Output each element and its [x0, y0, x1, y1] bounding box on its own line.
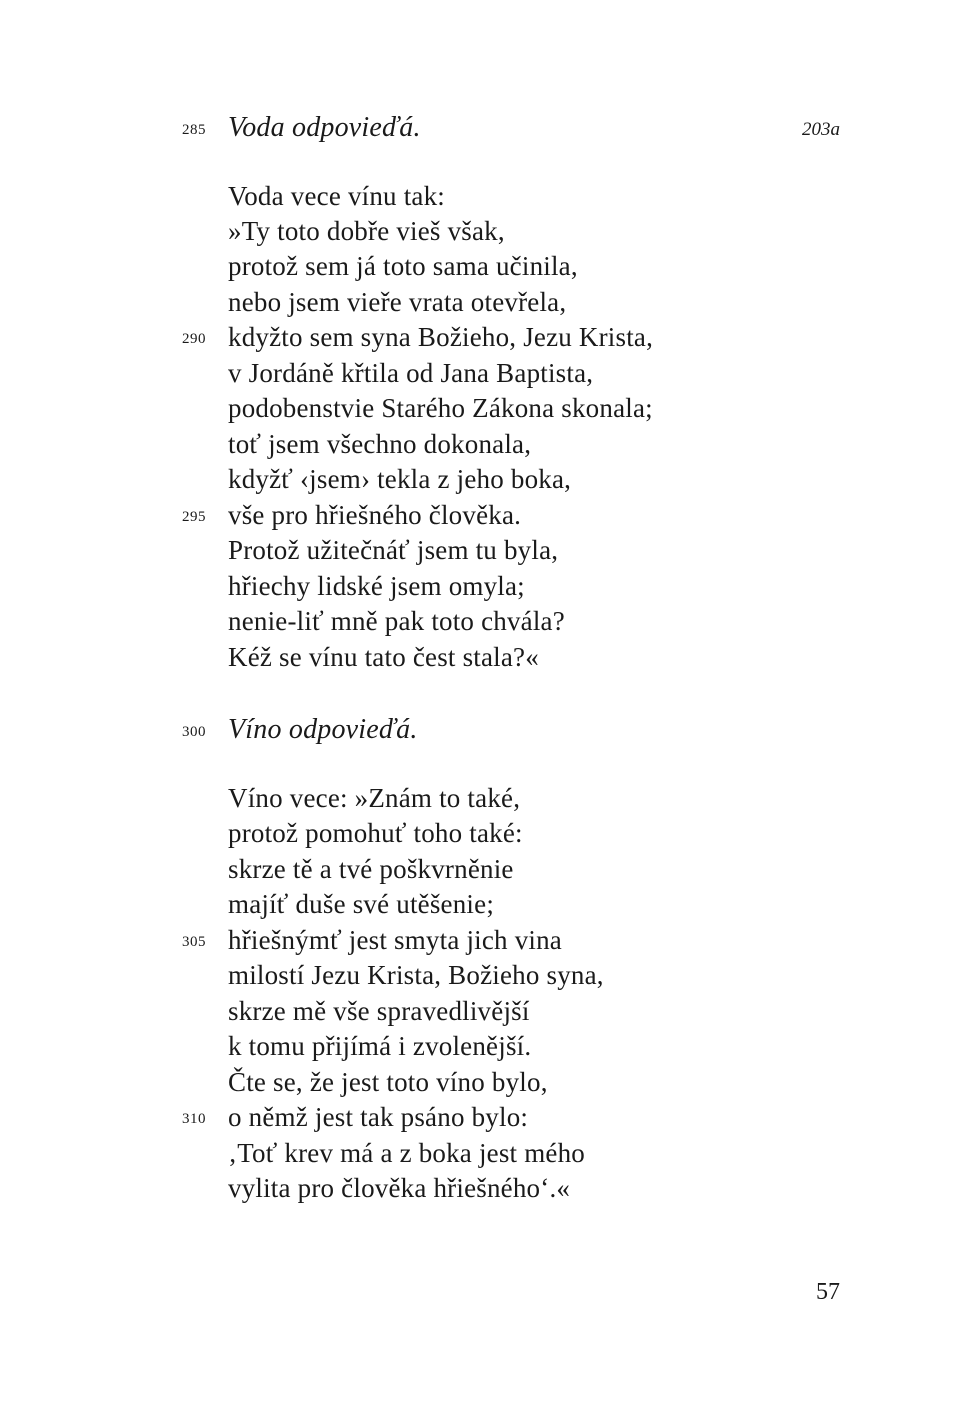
verse-line: podobenstvie Starého Zákona skonala; — [228, 393, 653, 423]
verse-line: milostí Jezu Krista, Božieho syna, — [228, 960, 604, 990]
verse-line: majíť duše své utěšenie; — [228, 889, 495, 919]
verse-line: skrze mě vše spravedlivější — [228, 996, 530, 1026]
verse-line: »Ty toto dobře vieš však, — [228, 216, 505, 246]
verse-line: kdyžto sem syna Božieho, Jezu Krista, — [228, 322, 654, 352]
verse-line: kdyžť ‹jsem› tekla z jeho boka, — [228, 464, 572, 494]
verse-line: vylita pro člověka hřiešného‘.« — [228, 1173, 571, 1203]
verse-line: protož sem já toto sama učinila, — [228, 251, 578, 281]
verse-line: skrze tě a tvé poškvrněnie — [228, 854, 514, 884]
verse-line: Víno vece: »Znám to také, — [228, 783, 521, 813]
verse-line: nebo jsem vieře vrata otevřela, — [228, 287, 567, 317]
section-heading-water: Voda odpovieďá. — [228, 112, 421, 143]
verse-line: protož pomohuť toho také: — [228, 818, 523, 848]
verse-line: o němž jest tak psáno bylo: — [228, 1102, 529, 1132]
verse-line: Voda vece vínu tak: — [228, 181, 445, 211]
verse-line: Protož užitečnáť jsem tu byla, — [228, 535, 559, 565]
verse-line: ‚Toť krev má a z boka jest mého — [228, 1138, 585, 1168]
page-number: 57 — [816, 1279, 840, 1305]
line-number-310: 310 — [182, 1111, 206, 1127]
folio-marker: 203a — [802, 119, 840, 140]
line-number-300: 300 — [182, 724, 206, 740]
section-heading-wine: Víno odpovieďá. — [228, 714, 418, 745]
verse-line: k tomu přijímá i zvolenější. — [228, 1031, 532, 1061]
verse-line: v Jordáně křtila od Jana Baptista, — [228, 358, 594, 388]
verse-line: Kéž se vínu tato čest stala?« — [228, 642, 539, 672]
line-number-295: 295 — [182, 509, 206, 525]
line-number-305: 305 — [182, 934, 206, 950]
line-number-290: 290 — [182, 331, 206, 347]
verse-line: hřiechy lidské jsem omyla; — [228, 571, 525, 601]
verse-line: vše pro hřiešného člověka. — [228, 500, 522, 530]
verse-line: hřiešnýmť jest smyta jich vina — [228, 925, 562, 955]
line-number-285: 285 — [182, 122, 206, 138]
verse-line: toť jsem všechno dokonala, — [228, 429, 532, 459]
verse-line: Čte se, že jest toto víno bylo, — [228, 1067, 548, 1097]
verse-line: nenie-liť mně pak toto chvála? — [228, 606, 565, 636]
